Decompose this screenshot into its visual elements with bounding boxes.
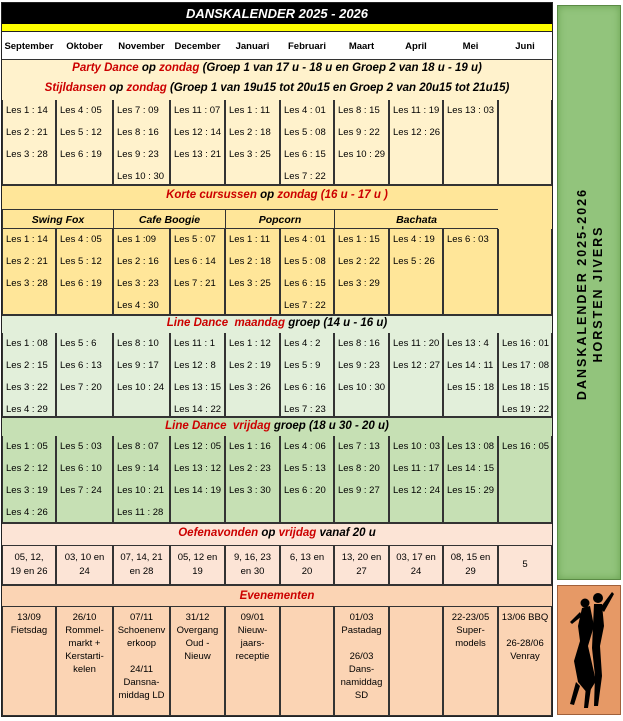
cell-april	[389, 229, 443, 315]
course-subheader: Cafe Boogie	[113, 209, 225, 229]
month-header: Januari	[235, 41, 270, 52]
lesson-entry: Les 2 : 18	[229, 256, 271, 267]
event-line: Fietsdag	[10, 625, 48, 636]
cell-mei	[443, 333, 498, 417]
practice-dates: 05, 12 en 19	[170, 545, 225, 585]
lesson-entry: Les 6 : 19	[60, 278, 102, 289]
event-line: Pastadag	[341, 625, 382, 636]
maandag-header	[2, 317, 552, 329]
lesson-entry: Les 13 : 21	[174, 149, 222, 160]
lesson-entry: Les 1 : 11	[229, 234, 271, 245]
cell-maart	[334, 229, 389, 315]
lesson-entry: Les 4 : 05	[60, 234, 102, 245]
lesson-entry: Les 1 : 05	[6, 441, 48, 452]
lesson-entry: Les 3 : 26	[229, 382, 271, 393]
lesson-entry: Les 5 : 03	[60, 441, 102, 452]
course-subheader: Popcorn	[225, 209, 334, 229]
lesson-entry: Les 7 : 21	[174, 278, 216, 289]
lesson-entry: Les 2 : 15	[6, 360, 48, 371]
event-line: jaars-	[240, 638, 265, 649]
event-line: Super-	[456, 625, 485, 636]
lesson-entry: Les 3 : 23	[117, 278, 159, 289]
lesson-entry: Les 2 : 12	[6, 463, 48, 474]
month-header: Juni	[515, 41, 535, 52]
event-line: models	[455, 638, 486, 649]
cell-maart	[334, 100, 389, 185]
lesson-entry: Les 10 : 03	[393, 441, 441, 452]
lesson-entry: Les 13 : 08	[447, 441, 495, 452]
event-line: 26/10	[72, 612, 97, 623]
event-line: erkoop	[126, 638, 157, 649]
lesson-entry: Les 16 : 05	[502, 441, 550, 452]
lesson-entry: Les 1 : 15	[338, 234, 380, 245]
lesson-entry: Les 7 : 22	[284, 171, 326, 182]
lesson-entry: Les 18 : 15	[502, 382, 550, 393]
lesson-entry: Les 9 : 14	[117, 463, 159, 474]
lesson-entry: Les 2 : 16	[117, 256, 159, 267]
korte-header-time: (16 u - 17 u )	[320, 189, 388, 201]
lesson-entry: Les 3 : 25	[229, 278, 271, 289]
lesson-entry: Les 12 : 27	[393, 360, 441, 371]
event-line: SD	[354, 690, 369, 701]
lesson-entry: Les 8 : 07	[117, 441, 159, 452]
maandag-header-name: Line Dance	[166, 317, 229, 329]
practice-dates: 03, 10 en 24	[56, 545, 113, 585]
event-line: Oud -	[185, 638, 210, 649]
maandag-header-group: groep	[288, 317, 321, 329]
cell-april	[389, 100, 443, 185]
practice-dates: 5	[498, 545, 552, 585]
lesson-entry: Les 17 : 08	[502, 360, 550, 371]
lesson-entry: Les 1 : 12	[229, 338, 271, 349]
lesson-entry: Les 5 : 6	[60, 338, 97, 349]
cell-oktober	[56, 229, 113, 315]
lesson-entry: Les 6 : 03	[447, 234, 489, 245]
party-header-2-op: op	[109, 82, 124, 94]
event-line: Overgang	[176, 625, 219, 636]
lesson-entry: Les 1 :09	[117, 234, 157, 245]
lesson-entry: Les 14 : 19	[174, 485, 222, 496]
lesson-entry: Les 9 : 17	[117, 360, 159, 371]
event-line: 13/09	[17, 612, 41, 623]
lesson-entry: Les 6 : 14	[174, 256, 216, 267]
side-club: HORSTEN JIVERS	[591, 224, 605, 363]
cell-mei	[443, 436, 498, 523]
cell-februari	[280, 100, 334, 185]
lesson-entry: Les 5 : 12	[60, 127, 102, 138]
lesson-entry: Les 16 : 01	[502, 338, 550, 349]
cell-november	[113, 229, 170, 315]
lesson-entry: Les 6 : 15	[284, 278, 326, 289]
lesson-entry: Les 4 : 01	[284, 105, 326, 116]
lesson-entry: Les 11 : 19	[393, 105, 440, 116]
course-subheader: Bachata	[334, 209, 498, 229]
lesson-entry: Les 8 : 20	[338, 463, 380, 474]
lesson-entry: Les 11 : 28	[117, 507, 164, 518]
lesson-entry: Les 8 : 10	[117, 338, 159, 349]
event-cell	[280, 606, 334, 716]
month-header: Mei	[462, 41, 479, 52]
oefen-header-name: Oefenavonden	[178, 527, 259, 539]
side-banner	[557, 5, 621, 580]
cell-oktober	[56, 333, 113, 417]
lesson-entry: Les 3 : 29	[338, 278, 380, 289]
vrijdag-header-day: vrijdag	[232, 420, 271, 432]
title-underline	[2, 24, 552, 32]
evenementen-header: Evenementen	[239, 590, 315, 602]
practice-dates: 13, 20 en 27	[334, 545, 389, 585]
lesson-entry: Les 5 : 13	[284, 463, 326, 474]
cell-juni	[498, 100, 552, 185]
vrijdag-header-name: Line Dance	[165, 420, 227, 432]
lesson-entry: Les 1 : 11	[229, 105, 271, 116]
lesson-entry: Les 5 : 12	[60, 256, 102, 267]
lesson-entry: Les 12 : 26	[393, 127, 441, 138]
lesson-entry: Les 1 : 08	[6, 338, 48, 349]
lesson-entry: Les 11 : 20	[393, 338, 440, 349]
vrijdag-header	[2, 420, 552, 432]
lesson-entry: Les 4 : 30	[117, 300, 159, 311]
event-line: Dansna-	[123, 677, 160, 688]
cell-juni	[498, 333, 552, 417]
dancer-image	[557, 585, 621, 715]
months-row	[2, 41, 552, 55]
event-line: markt +	[68, 638, 101, 649]
cell-december	[170, 333, 225, 417]
cell-januari	[225, 100, 280, 185]
month-header: Maart	[348, 41, 375, 52]
vrijdag-header-group: groep	[273, 420, 306, 432]
korte-header-name: Korte cursussen	[166, 189, 257, 201]
party-header-1-time: (Groep 1 van 17 u - 18 u en Groep 2 van 18 u - 19 u)	[202, 62, 482, 74]
lesson-entry: Les 3 : 28	[6, 149, 48, 160]
event-cell	[2, 606, 56, 716]
lesson-entry: Les 6 : 10	[60, 463, 102, 474]
cell-februari	[280, 436, 334, 523]
lesson-entry: Les 7 : 09	[117, 105, 159, 116]
cell-februari	[280, 333, 334, 417]
lesson-entry: Les 4 : 01	[284, 234, 326, 245]
cell-mei	[443, 229, 498, 315]
lesson-entry: Les 5 : 08	[284, 256, 326, 267]
cell-september	[2, 100, 56, 185]
month-header: September	[4, 41, 54, 52]
lesson-entry: Les 14 : 15	[447, 463, 495, 474]
event-line: 22-23/05	[451, 612, 490, 623]
cell-september	[2, 436, 56, 523]
lesson-entry: Les 8 : 15	[338, 105, 380, 116]
event-line	[114, 650, 169, 663]
event-line: 01/03	[349, 612, 374, 623]
lesson-entry: Les 12 : 24	[393, 485, 441, 496]
practice-dates: 03, 17 en 24	[389, 545, 443, 585]
lesson-entry: Les 3 : 22	[6, 382, 48, 393]
cell-november	[113, 333, 170, 417]
event-line: namiddag	[340, 677, 383, 688]
cell-september	[2, 333, 56, 417]
lesson-entry: Les 2 : 23	[229, 463, 271, 474]
lesson-entry: Les 2 : 18	[229, 127, 271, 138]
lesson-entry: Les 4 : 05	[60, 105, 102, 116]
calendar	[1, 2, 553, 717]
lesson-entry: Les 4 : 19	[393, 234, 435, 245]
lesson-entry: Les 3 : 25	[229, 149, 271, 160]
lesson-entry: Les 11 : 1	[174, 338, 216, 349]
month-header: December	[174, 41, 221, 52]
lesson-entry: Les 9 : 23	[338, 360, 380, 371]
lesson-entry: Les 8 : 16	[117, 127, 159, 138]
cell-maart	[334, 333, 389, 417]
oefen-header-time: vanaf 20 u	[319, 527, 376, 539]
lesson-entry: Les 8 : 16	[338, 338, 380, 349]
practice-dates: 9, 16, 23 en 30	[225, 545, 280, 585]
event-line: receptie	[235, 651, 270, 662]
cell-april	[389, 436, 443, 523]
lesson-entry: Les 15 : 29	[447, 485, 495, 496]
party-header-2-day: zondag	[126, 82, 167, 94]
party-header-1-op: op	[141, 62, 156, 74]
side-title: DANSKALENDER 2025-2026	[575, 187, 589, 400]
lesson-entry: Les 1 : 16	[229, 441, 271, 452]
lesson-entry: Les 10 : 24	[117, 382, 165, 393]
lesson-entry: Les 10 : 30	[338, 382, 386, 393]
event-line: Kerstarti-	[65, 651, 104, 662]
lesson-entry: Les 13 : 15	[174, 382, 222, 393]
cell-januari	[225, 333, 280, 417]
event-line: middag LD	[118, 690, 165, 701]
party-header-1-name: Party Dance	[72, 62, 139, 74]
practice-dates: 6, 13 en 20	[280, 545, 334, 585]
lesson-entry: Les 4 : 06	[284, 441, 326, 452]
lesson-entry: Les 5 : 07	[174, 234, 216, 245]
event-cell	[225, 606, 280, 716]
cell-januari	[225, 436, 280, 523]
event-line: 31/12	[185, 612, 210, 623]
practice-dates: 08, 15 en 29	[443, 545, 498, 585]
oefen-header	[2, 527, 552, 539]
cell-november	[113, 436, 170, 523]
korte-header-op: op	[260, 189, 275, 201]
event-cell	[498, 606, 552, 716]
korte-header	[2, 189, 552, 201]
cell-april	[389, 333, 443, 417]
korte-header-day: zondag	[277, 189, 318, 201]
lesson-entry: Les 5 : 26	[393, 256, 435, 267]
event-cell	[170, 606, 225, 716]
lesson-entry: Les 7 : 24	[60, 485, 102, 496]
lesson-entry: Les 1 : 14	[6, 105, 48, 116]
event-line: Nieuw	[184, 651, 211, 662]
lesson-entry: Les 13 : 03	[447, 105, 495, 116]
event-line: 26-28/06	[506, 638, 544, 649]
lesson-entry: Les 4 : 26	[6, 507, 48, 518]
lesson-entry: Les 9 : 22	[338, 127, 380, 138]
event-line: Venray	[510, 651, 540, 662]
month-header: November	[118, 41, 165, 52]
party-header-2	[2, 82, 552, 94]
event-cell	[389, 606, 443, 716]
cell-november	[113, 100, 170, 185]
lesson-entry: Les 5 : 08	[284, 127, 326, 138]
cell-december	[170, 100, 225, 185]
event-line: Dans-	[348, 664, 375, 675]
party-header-1	[2, 62, 552, 74]
lesson-entry: Les 9 : 23	[117, 149, 159, 160]
event-cell	[113, 606, 170, 716]
cell-mei	[443, 100, 498, 185]
lesson-entry: Les 10 : 30	[117, 171, 165, 182]
month-header: April	[405, 41, 427, 52]
lesson-entry: Les 6 : 15	[284, 149, 326, 160]
cell-maart	[334, 436, 389, 523]
lesson-entry: Les 15 : 18	[447, 382, 495, 393]
month-header: Februari	[287, 41, 326, 52]
cell-februari	[280, 229, 334, 315]
event-cell	[56, 606, 113, 716]
lesson-entry: Les 3 : 28	[6, 278, 48, 289]
lesson-entry: Les 11 : 17	[393, 463, 440, 474]
event-line: 24/11	[129, 664, 154, 675]
event-line: Nieuw-	[237, 625, 268, 636]
lesson-entry: Les 2 : 19	[229, 360, 271, 371]
cell-december	[170, 229, 225, 315]
lesson-entry: Les 19 : 22	[502, 404, 550, 415]
lesson-entry: Les 12 : 14	[174, 127, 222, 138]
lesson-entry: Les 7 : 20	[60, 382, 102, 393]
cell-september	[2, 229, 56, 315]
lesson-entry: Les 1 : 14	[6, 234, 48, 245]
lesson-entry: Les 14 : 11	[447, 360, 494, 371]
lesson-entry: Les 2 : 21	[6, 256, 48, 267]
lesson-entry: Les 3 : 19	[6, 485, 48, 496]
event-line	[499, 624, 551, 637]
event-line	[335, 637, 388, 650]
party-header-1-day: zondag	[159, 62, 200, 74]
event-line: Rommel-	[65, 625, 104, 636]
month-header: Oktober	[66, 41, 103, 52]
lesson-entry: Les 6 : 20	[284, 485, 326, 496]
event-line: kelen	[73, 664, 96, 675]
practice-dates: 07, 14, 21 en 28	[113, 545, 170, 585]
lesson-entry: Les 14 : 22	[174, 404, 222, 415]
lesson-entry: Les 9 : 27	[338, 485, 380, 496]
cell-januari	[225, 229, 280, 315]
lesson-entry: Les 4 : 2	[284, 338, 321, 349]
event-line: 13/06 BBQ	[501, 612, 549, 623]
course-subheader: Swing Fox	[2, 209, 113, 229]
maandag-header-time: (14 u - 16 u)	[323, 317, 388, 329]
cell-december	[170, 436, 225, 523]
lesson-entry: Les 6 : 19	[60, 149, 102, 160]
lesson-entry: Les 6 : 13	[60, 360, 102, 371]
event-line: 26/03	[349, 651, 374, 662]
oefen-header-day: vrijdag	[278, 527, 317, 539]
vrijdag-header-time: (18 u 30 - 20 u)	[308, 420, 389, 432]
lesson-entry: Les 2 : 21	[6, 127, 48, 138]
party-header-2-time: (Groep 1 van 19u15 tot 20u15 en Groep 2 van 20u15 tot 21u15)	[169, 82, 510, 94]
cell-juni	[498, 436, 552, 523]
practice-dates: 05, 12, 19 en 26	[2, 545, 56, 585]
lesson-entry: Les 2 : 22	[338, 256, 380, 267]
event-line: 07/11	[129, 612, 154, 623]
lesson-entry: Les 12 : 8	[174, 360, 216, 371]
event-line: 09/01	[240, 612, 265, 623]
maandag-header-day: maandag	[234, 317, 285, 329]
lesson-entry: Les 12 : 05	[174, 441, 222, 452]
lesson-entry: Les 7 : 22	[284, 300, 326, 311]
lesson-entry: Les 13 : 12	[174, 463, 222, 474]
lesson-entry: Les 3 : 30	[229, 485, 271, 496]
lesson-entry: Les 5 : 9	[284, 360, 321, 371]
cell-oktober	[56, 436, 113, 523]
lesson-entry: Les 11 : 07	[174, 105, 221, 116]
lesson-entry: Les 10 : 21	[117, 485, 165, 496]
lesson-entry: Les 10 : 29	[338, 149, 386, 160]
event-line: Schoenenv	[117, 625, 166, 636]
party-header-2-name: Stijldansen	[44, 82, 107, 94]
event-cell	[334, 606, 389, 716]
page-title: DANSKALENDER 2025 - 2026	[2, 3, 552, 24]
cell-oktober	[56, 100, 113, 185]
lesson-entry: Les 4 : 29	[6, 404, 48, 415]
cell-juni	[498, 229, 552, 315]
lesson-entry: Les 7 : 13	[338, 441, 380, 452]
oefen-header-op: op	[261, 527, 276, 539]
lesson-entry: Les 6 : 16	[284, 382, 326, 393]
lesson-entry: Les 13 : 4	[447, 338, 489, 349]
event-cell	[443, 606, 498, 716]
dancing-couple-icon	[558, 586, 622, 716]
lesson-entry: Les 7 : 23	[284, 404, 326, 415]
